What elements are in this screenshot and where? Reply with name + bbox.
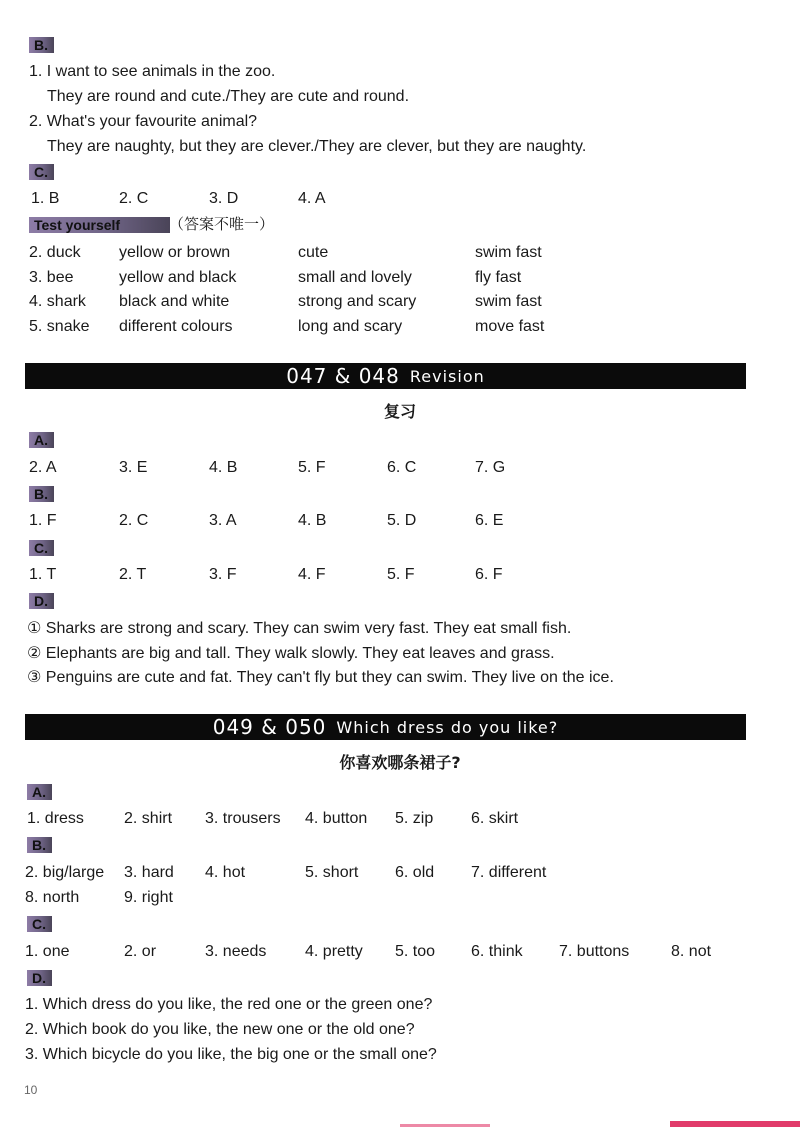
test-cell: cute <box>298 244 329 261</box>
answer-item: 3. needs <box>205 943 267 960</box>
answer-line: 1. I want to see animals in the zoo. <box>29 63 276 80</box>
answer-line: They are naughty, but they are clever./They are clever, but they are naughty. <box>47 138 587 155</box>
answer-item: 7. G <box>475 459 506 476</box>
answer-item: 6. think <box>471 943 523 960</box>
answer-item: 5. D <box>387 512 417 529</box>
test-cell: 2. duck <box>29 244 81 261</box>
unit-number: 049 & 050 <box>212 715 327 739</box>
test-cell: small and lovely <box>298 269 412 286</box>
test-cell: move fast <box>475 318 545 335</box>
answer-item: 6. C <box>387 459 417 476</box>
answer-item: 8. north <box>25 889 80 906</box>
answer-item: 2. C <box>119 190 149 207</box>
test-cell: yellow and black <box>119 269 237 286</box>
section-label-d: D. <box>27 970 52 986</box>
test-cell: 4. shark <box>29 293 86 310</box>
test-cell: swim fast <box>475 244 542 261</box>
unit-subtitle: 你喜欢哪条裙子? <box>339 753 461 772</box>
answer-item: 1. F <box>29 512 57 529</box>
answer-item: 5. F <box>298 459 326 476</box>
answer-item: 5. too <box>395 943 436 960</box>
answer-item: 3. trousers <box>205 810 281 827</box>
page-number: 10 <box>24 1083 38 1097</box>
answer-item: 7. buttons <box>559 943 630 960</box>
test-note: （答案不唯一） <box>169 216 275 233</box>
unit-number: 047 & 048 <box>286 364 400 388</box>
test-cell: strong and scary <box>298 293 417 310</box>
section-header-bar <box>25 714 746 740</box>
answer-item: 4. pretty <box>305 943 363 960</box>
answer-item: 7. different <box>471 864 547 881</box>
section-label-a: A. <box>29 432 54 448</box>
test-cell: 3. bee <box>29 269 74 286</box>
answer-item: 4. A <box>298 190 326 207</box>
answer-item: 5. F <box>387 566 415 583</box>
answer-item: 2. shirt <box>124 810 173 827</box>
answer-line: 1. Which dress do you like, the red one or the green one? <box>25 996 433 1013</box>
answer-item: 2. C <box>119 512 149 529</box>
section-label-c: C. <box>29 540 54 556</box>
test-cell: black and white <box>119 293 230 310</box>
test-cell: different colours <box>119 318 233 335</box>
unit-title: Revision <box>409 366 485 386</box>
answer-item: 1. T <box>29 566 57 583</box>
test-cell: swim fast <box>475 293 542 310</box>
answer-item: 8. not <box>671 943 712 960</box>
answer-line: ① Sharks are strong and scary. They can swim very fast. They eat small fish. <box>27 620 572 637</box>
answer-line: They are round and cute./They are cute and round. <box>47 88 410 105</box>
answer-item: 6. old <box>395 864 435 881</box>
answer-item: 1. B <box>31 190 60 207</box>
answer-item: 4. B <box>298 512 327 529</box>
test-cell: fly fast <box>475 269 522 286</box>
answer-item: 4. F <box>298 566 326 583</box>
answer-item: 3. E <box>119 459 148 476</box>
test-cell: yellow or brown <box>119 244 231 261</box>
answer-item: 2. A <box>29 459 57 476</box>
answer-item: 2. T <box>119 566 147 583</box>
answer-line: ② Elephants are big and tall. They walk slowly. They eat leaves and grass. <box>27 645 555 662</box>
answer-line: ③ Penguins are cute and fat. They can't fly but they can swim. They live on the ice. <box>27 669 614 686</box>
section-label-a: A. <box>27 784 52 800</box>
answer-line: 3. Which bicycle do you like, the big one or the small one? <box>25 1046 437 1063</box>
unit-title: Which dress do you like? <box>336 717 559 737</box>
test-cell: long and scary <box>298 318 403 335</box>
answer-item: 3. F <box>209 566 237 583</box>
answer-item: 2. big/large <box>25 864 105 881</box>
answer-item: 3. D <box>209 190 239 207</box>
test-yourself-label: Test yourself <box>29 217 170 233</box>
answer-item: 3. A <box>209 512 237 529</box>
answer-item: 6. F <box>475 566 503 583</box>
answer-item: 3. hard <box>124 864 174 881</box>
answer-item: 1. one <box>25 943 70 960</box>
section-label-c: C. <box>27 916 52 932</box>
section-label-b: B. <box>29 486 54 502</box>
answer-item: 4. hot <box>205 864 246 881</box>
answer-item: 4. button <box>305 810 368 827</box>
unit-subtitle: 复习 <box>383 402 416 421</box>
section-label-b: B. <box>29 37 54 53</box>
answer-item: 6. E <box>475 512 504 529</box>
answer-item: 9. right <box>124 889 173 906</box>
section-label-b: B. <box>27 837 52 853</box>
answer-item: 5. zip <box>395 810 434 827</box>
answer-item: 5. short <box>305 864 359 881</box>
answer-line: 2. Which book do you like, the new one or the old one? <box>25 1021 415 1038</box>
section-header-bar <box>25 363 746 389</box>
section-label-d: D. <box>29 593 54 609</box>
footer-decoration <box>670 1121 800 1127</box>
answer-line: 2. What's your favourite animal? <box>29 113 258 130</box>
section-label-c: C. <box>29 164 54 180</box>
answer-item: 6. skirt <box>471 810 519 827</box>
answer-item: 2. or <box>124 943 157 960</box>
answer-item: 1. dress <box>27 810 84 827</box>
test-cell: 5. snake <box>29 318 90 335</box>
answer-item: 4. B <box>209 459 238 476</box>
